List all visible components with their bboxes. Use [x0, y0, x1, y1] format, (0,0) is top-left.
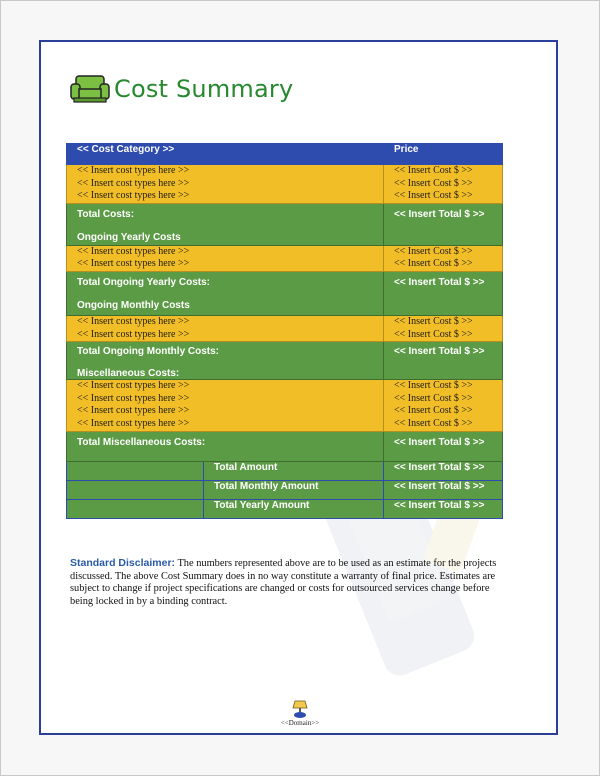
- total-label: Total Ongoing Yearly Costs:: [77, 276, 210, 288]
- cost-items-row: [67, 245, 503, 271]
- cost-items-row: [67, 165, 503, 204]
- cost-items-row: [67, 380, 503, 431]
- total-label: Total Miscellaneous Costs:: [67, 431, 384, 461]
- cost-type-line: << Insert cost types here >>: [77, 190, 190, 202]
- total-value: << Insert Total $ >>: [384, 271, 503, 315]
- table-header-row: [67, 144, 503, 165]
- total-value: << Insert Total $ >>: [384, 342, 503, 380]
- cost-price-cell: [384, 380, 503, 431]
- cost-price-line: << Insert Cost $ >>: [394, 405, 473, 417]
- cost-price-cell: [384, 315, 503, 341]
- summary-label: Total Amount: [204, 461, 384, 480]
- cost-summary-table: [66, 143, 503, 519]
- cost-price-line: << Insert Cost $ >>: [394, 392, 473, 404]
- total-label-cell: [67, 203, 384, 245]
- summary-value: << Insert Total $ >>: [384, 499, 503, 518]
- total-value: << Insert Total $ >>: [384, 431, 503, 461]
- total-row: [67, 342, 503, 380]
- cost-items-row: [67, 315, 503, 341]
- total-label-cell: [67, 342, 384, 380]
- total-label-cell: [67, 271, 384, 315]
- cost-price-cell: [384, 165, 503, 204]
- section-heading: Miscellaneous Costs:: [77, 368, 180, 380]
- cost-type-line: << Insert cost types here >>: [77, 380, 190, 392]
- sofa-icon: [70, 73, 110, 105]
- cost-type-line: << Insert cost types here >>: [77, 258, 190, 270]
- section-heading: Ongoing Yearly Costs: [77, 231, 181, 243]
- cost-price-line: << Insert Cost $ >>: [394, 258, 473, 270]
- page-header: [70, 72, 293, 106]
- total-label: Total Ongoing Monthly Costs:: [77, 346, 220, 358]
- cost-type-line: << Insert cost types here >>: [77, 245, 190, 257]
- cost-price-line: << Insert Cost $ >>: [394, 380, 473, 392]
- cost-type-line: << Insert cost types here >>: [77, 405, 190, 417]
- summary-value: << Insert Total $ >>: [384, 480, 503, 499]
- summary-blank-cell: [67, 480, 204, 499]
- lamp-icon: [292, 700, 308, 718]
- cost-price-cell: [384, 245, 503, 271]
- summary-blank-cell: [67, 499, 204, 518]
- cost-type-cell: [67, 315, 384, 341]
- header-category: << Cost Category >>: [67, 144, 384, 165]
- total-value: << Insert Total $ >>: [384, 203, 503, 245]
- cost-type-cell: [67, 165, 384, 204]
- total-label: Total Costs:: [77, 208, 135, 220]
- disclaimer-label: Standard Disclaimer:: [70, 557, 176, 569]
- cost-type-cell: [67, 245, 384, 271]
- cost-price-line: << Insert Cost $ >>: [394, 190, 473, 202]
- cost-price-line: << Insert Cost $ >>: [394, 165, 473, 176]
- summary-blank-cell: [67, 461, 204, 480]
- page-title: Cost Summary: [114, 75, 294, 103]
- summary-label: Total Monthly Amount: [204, 480, 384, 499]
- cost-price-line: << Insert Cost $ >>: [394, 328, 473, 340]
- cost-price-line: << Insert Cost $ >>: [394, 245, 473, 257]
- total-row: [67, 203, 503, 245]
- cost-type-line: << Insert cost types here >>: [77, 328, 190, 340]
- cost-price-line: << Insert Cost $ >>: [394, 177, 473, 189]
- total-row: [67, 271, 503, 315]
- cost-type-line: << Insert cost types here >>: [77, 392, 190, 404]
- standard-disclaimer: [70, 557, 510, 608]
- summary-row: [67, 461, 503, 480]
- total-row: [67, 431, 503, 461]
- footer-domain: <<Domain>>: [280, 719, 320, 727]
- summary-row: [67, 480, 503, 499]
- page-footer: [260, 700, 340, 727]
- disclaimer-text: The numbers represented above are to be used as an estimate for the projects discussed. The above Cost Summary does in no way constitute a warranty of final price. Estimates are subject to change if project specifications are changed or costs for outsourced services change before being locked in by a binding contract.: [70, 558, 497, 607]
- summary-label: Total Yearly Amount: [204, 499, 384, 518]
- header-price: Price: [384, 144, 503, 165]
- cost-type-cell: [67, 380, 384, 431]
- cost-price-line: << Insert Cost $ >>: [394, 417, 473, 429]
- cost-type-line: << Insert cost types here >>: [77, 315, 190, 327]
- cost-type-line: << Insert cost types here >>: [77, 165, 190, 176]
- summary-value: << Insert Total $ >>: [384, 461, 503, 480]
- section-heading: Ongoing Monthly Costs: [77, 299, 190, 311]
- summary-row: [67, 499, 503, 518]
- cost-price-line: << Insert Cost $ >>: [394, 315, 473, 327]
- cost-type-line: << Insert cost types here >>: [77, 417, 190, 429]
- cost-type-line: << Insert cost types here >>: [77, 177, 190, 189]
